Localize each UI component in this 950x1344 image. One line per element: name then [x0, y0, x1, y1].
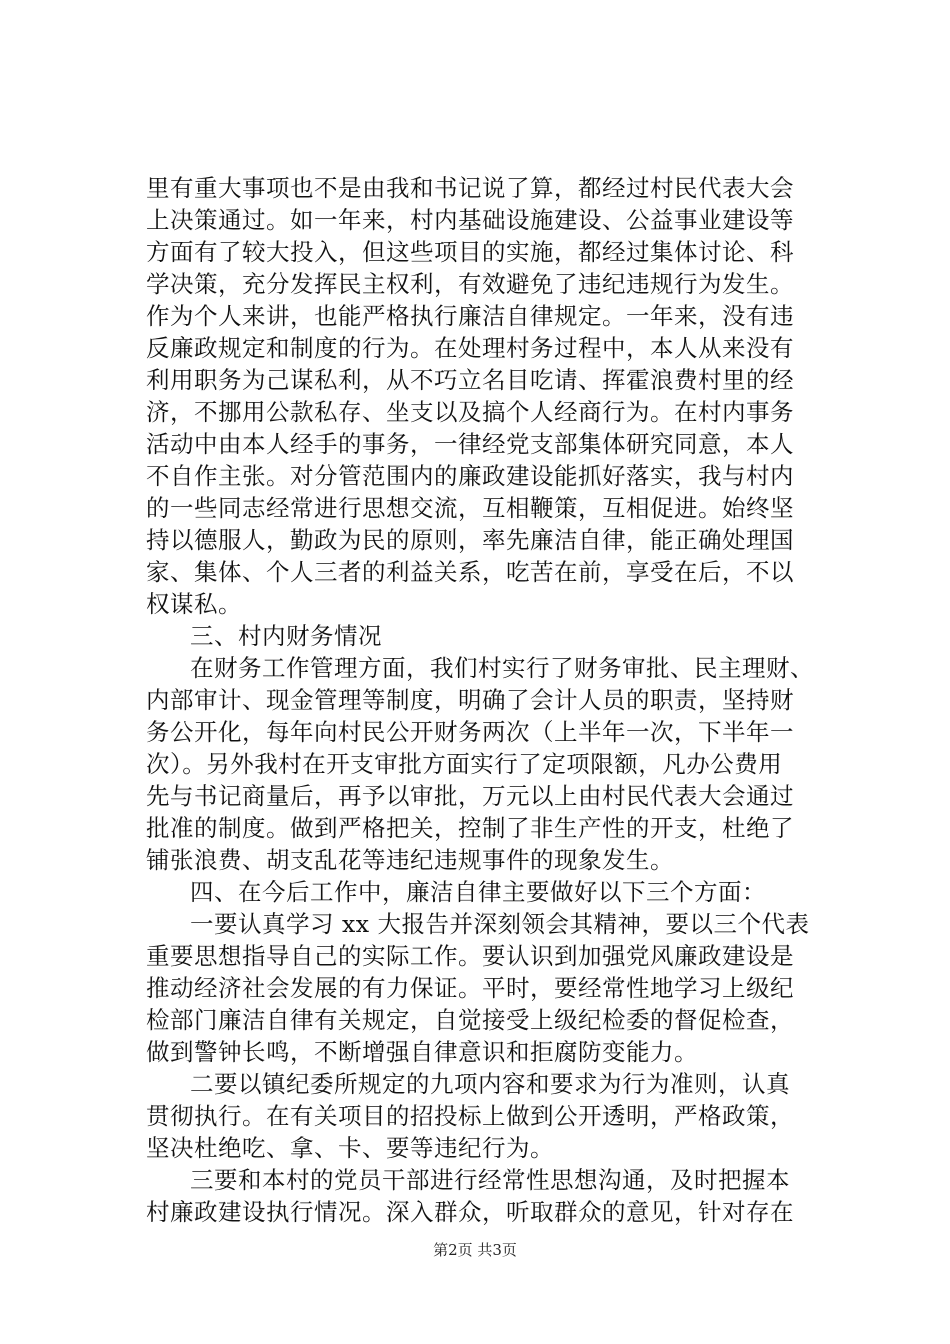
text-line: 重要思想指导自己的实际工作。要认识到加强党风廉政建设是 [146, 942, 794, 970]
document-body [146, 172, 826, 1228]
paragraph-start-line: 在财务工作管理方面，我们村实行了财务审批、民主理财、 [190, 654, 814, 682]
text-line: 持以德服人，勤政为民的原则，率先廉洁自律，能正确处理国 [146, 526, 794, 554]
paragraph-start-line: 二要以镇纪委所规定的九项内容和要求为行为准则，认真 [190, 1070, 790, 1098]
text-line: 不自作主张。对分管范围内的廉政建设能抓好落实，我与村内 [146, 462, 794, 490]
section-heading: 三、村内财务情况 [190, 622, 382, 650]
text-line: 坚决杜绝吃、拿、卡、要等违纪行为。 [146, 1134, 554, 1162]
text-line: 的一些同志经常进行思想交流，互相鞭策，互相促进。始终坚 [146, 494, 794, 522]
paragraph-start-line: 三要和本村的党员干部进行经常性思想沟通，及时把握本 [190, 1166, 790, 1194]
text-line: 作为个人来讲，也能严格执行廉洁自律规定。一年来，没有违 [146, 302, 794, 330]
text-line: 次）。另外我村在开支审批方面实行了定项限额，凡办公费用 [146, 750, 783, 778]
text-line: 贯彻执行。在有关项目的招投标上做到公开透明，严格政策， [146, 1102, 794, 1130]
text-line: 利用职务为己谋私利，从不巧立名目吃请、挥霍浪费村里的经 [146, 366, 794, 394]
text-line: 上决策通过。如一年来，村内基础设施建设、公益事业建设等 [146, 206, 794, 234]
text-line: 学决策，充分发挥民主权利，有效避免了违纪违规行为发生。 [146, 270, 794, 298]
text-line: 推动经济社会发展的有力保证。平时，要经常性地学习上级纪 [146, 974, 794, 1002]
text-line: 活动中由本人经手的事务，一律经党支部集体研究同意，本人 [146, 430, 794, 458]
page-number-footer: 第2页 共3页 [433, 1241, 517, 1259]
text-line: 先与书记商量后，再予以审批，万元以上由村民代表大会通过 [146, 782, 794, 810]
text-line: 权谋私。 [146, 590, 242, 618]
paragraph-start-line: 一要认真学习 xx 大报告并深刻领会其精神，要以三个代表 [190, 910, 810, 938]
text-line: 方面有了较大投入，但这些项目的实施，都经过集体讨论、科 [146, 238, 794, 266]
text-line: 村廉政建设执行情况。深入群众，听取群众的意见，针对存在 [146, 1198, 794, 1226]
text-line: 里有重大事项也不是由我和书记说了算，都经过村民代表大会 [146, 174, 794, 202]
text-line: 济，不挪用公款私存、坐支以及搞个人经商行为。在村内事务 [146, 398, 794, 426]
text-line: 铺张浪费、胡支乱花等违纪违规事件的现象发生。 [146, 846, 674, 874]
text-line: 反廉政规定和制度的行为。在处理村务过程中，本人从来没有 [146, 334, 794, 362]
text-line: 检部门廉洁自律有关规定，自觉接受上级纪检委的督促检查， [146, 1006, 794, 1034]
text-line: 内部审计、现金管理等制度，明确了会计人员的职责，坚持财 [146, 686, 794, 714]
text-line: 务公开化，每年向村民公开财务两次（上半年一次，下半年一 [146, 718, 794, 746]
text-line: 批准的制度。做到严格把关，控制了非生产性的开支，杜绝了 [146, 814, 794, 842]
section-heading: 四、在今后工作中，廉洁自律主要做好以下三个方面： [190, 878, 766, 906]
text-line: 家、集体、个人三者的利益关系，吃苦在前，享受在后，不以 [146, 558, 794, 586]
text-line: 做到警钟长鸣，不断增强自律意识和拒腐防变能力。 [146, 1038, 698, 1066]
